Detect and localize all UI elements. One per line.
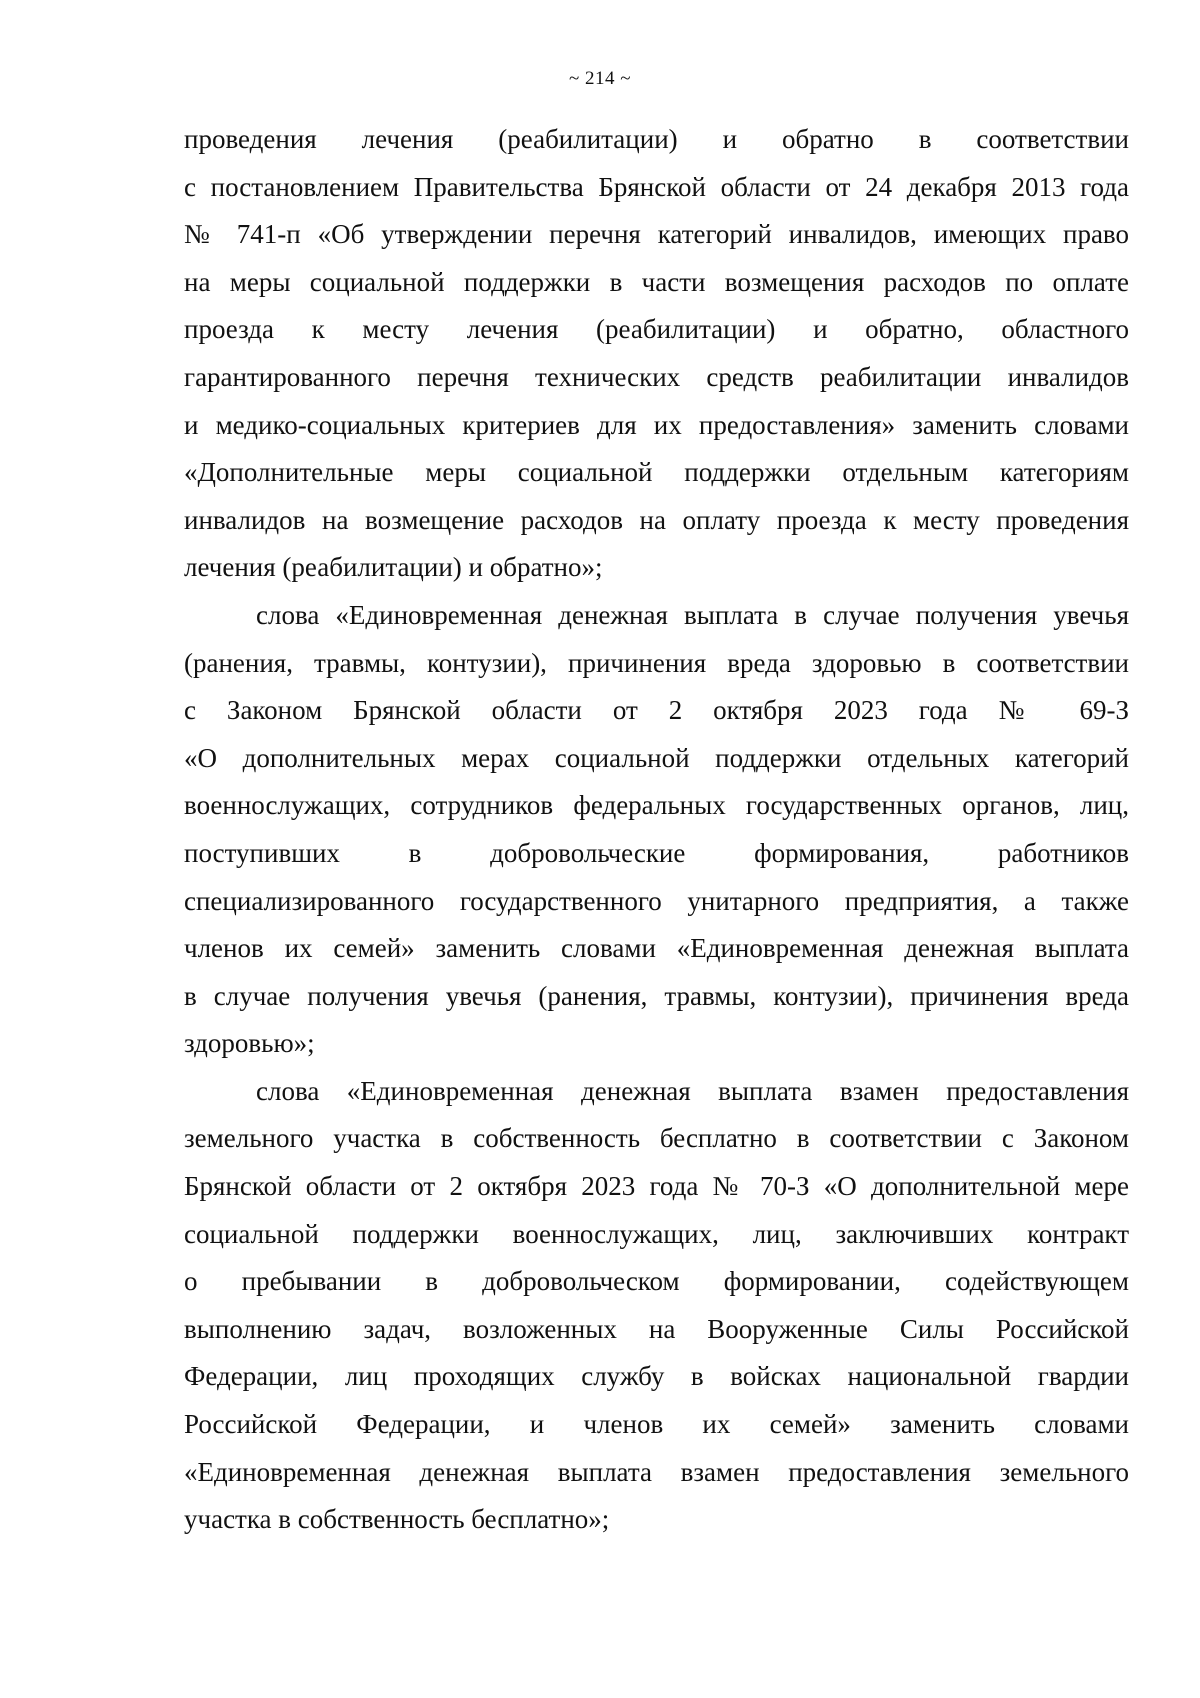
text-line: проезда к месту лечения (реабилитации) и обратно, областного: [184, 314, 1129, 345]
text-line: в случае получения увечья (ранения, травмы, контузии), причинения вреда: [184, 980, 1129, 1011]
document-body: [184, 116, 1129, 1544]
text-line: Брянской области от 2 октября 2023 года № 70-З «О дополнительной мере: [184, 1171, 1129, 1202]
text-line: (ранения, травмы, контузии), причинения вреда здоровью в соответствии: [184, 647, 1129, 678]
text-line: здоровью»;: [184, 1028, 315, 1059]
text-line: на меры социальной поддержки в части возмещения расходов по оплате: [184, 266, 1129, 297]
text-line: слова «Единовременная денежная выплата в случае получения увечья: [256, 599, 1129, 630]
text-line: членов их семей» заменить словами «Единовременная денежная выплата: [184, 933, 1129, 964]
text-line: с Законом Брянской области от 2 октября 2023 года № 69-З: [184, 695, 1129, 726]
text-line: Российской Федерации, и членов их семей» заменить словами: [184, 1409, 1129, 1440]
text-line: Федерации, лиц проходящих службу в войсках национальной гвардии: [184, 1361, 1129, 1392]
text-line: военнослужащих, сотрудников федеральных государственных органов, лиц,: [184, 790, 1129, 821]
text-line: «Единовременная денежная выплата взамен предоставления земельного: [184, 1456, 1129, 1487]
text-line: и медико-социальных критериев для их предоставления» заменить словами: [184, 409, 1129, 440]
text-line: земельного участка в собственность бесплатно в соответствии с Законом: [184, 1123, 1129, 1154]
text-line: о пребывании в добровольческом формировании, содействующем: [184, 1266, 1129, 1297]
text-line: инвалидов на возмещение расходов на оплату проезда к месту проведения: [184, 504, 1129, 535]
text-line: выполнению задач, возложенных на Вооруженные Силы Российской: [184, 1313, 1129, 1344]
text-line: поступивших в добровольческие формирования, работников: [184, 837, 1129, 868]
text-line: лечения (реабилитации) и обратно»;: [184, 552, 603, 583]
paragraph-3: [184, 1068, 1129, 1544]
page-number: ~ 214 ~: [568, 68, 632, 89]
paragraph-1: [184, 116, 1129, 592]
text-line: слова «Единовременная денежная выплата взамен предоставления: [256, 1075, 1129, 1106]
text-line: социальной поддержки военнослужащих, лиц, заключивших контракт: [184, 1218, 1129, 1249]
text-line: с постановлением Правительства Брянской области от 24 декабря 2013 года: [184, 171, 1129, 202]
text-line: «О дополнительных мерах социальной поддержки отдельных категорий: [184, 742, 1129, 773]
text-line: специализированного государственного унитарного предприятия, а также: [184, 885, 1129, 916]
paragraph-2: [184, 592, 1129, 1068]
text-line: гарантированного перечня технических средств реабилитации инвалидов: [184, 361, 1129, 392]
text-line: проведения лечения (реабилитации) и обратно в соответствии: [184, 124, 1129, 154]
text-line: № 741-п «Об утверждении перечня категорий инвалидов, имеющих право: [184, 219, 1129, 250]
text-line: участка в собственность бесплатно»;: [184, 1504, 610, 1535]
text-line: «Дополнительные меры социальной поддержки отдельным категориям: [184, 457, 1129, 488]
